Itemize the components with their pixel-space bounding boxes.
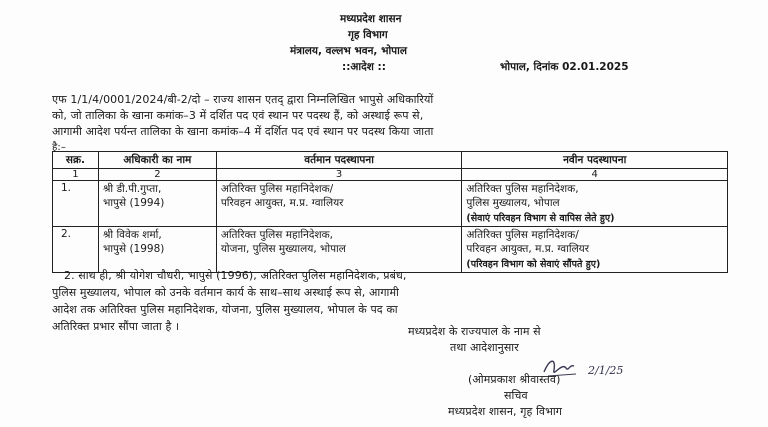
- current-posting-cell: [216, 227, 462, 273]
- serial-number: 2.: [53, 227, 99, 273]
- column-number: 2: [98, 169, 216, 181]
- current-posting-line: परिवहन आयुक्त, म.प्र. ग्वालियर: [220, 197, 344, 209]
- table-row: [53, 227, 728, 273]
- order-date: भोपाल, दिनांक 02.01.2025: [500, 61, 629, 73]
- column-number: 4: [462, 169, 728, 181]
- current-posting-line: अतिरिक्त पुलिस महानिदेशक/: [220, 183, 334, 195]
- signatory-name: (ओमप्रकाश श्रीवास्तव): [468, 373, 561, 386]
- new-posting-line: पुलिस मुख्यालय, भोपाल: [466, 197, 560, 209]
- officer-name: श्री डी.पी.गुप्ता,: [102, 183, 162, 195]
- new-posting-note: (परिवहन विभाग को सेवाएं सौंपते हुए): [466, 259, 601, 270]
- current-posting-line: अतिरिक्त पुलिस महानिदेशक,: [220, 229, 333, 241]
- officer-name: श्री विवेक शर्मा,: [102, 229, 162, 241]
- table-header-row: [53, 152, 728, 169]
- para1-line2: को, जो तालिका के खाना कमांक–3 में दर्शित पद एवं स्थान पर पदस्थ हैं, को अस्थाई रूप से,: [52, 109, 424, 122]
- table-column-number-row: [53, 169, 728, 181]
- new-posting-note: (सेवाएं परिवहन विभाग से वापिस लेते हुए): [466, 213, 615, 224]
- para2-line4: अतिरिक्त प्रभार सौंपा जाता है ।: [52, 320, 180, 333]
- header-address: मंत्रालय, वल्लभ भवन, भोपाल: [290, 45, 407, 57]
- posting-table: [52, 151, 728, 273]
- signatory-designation: सचिव: [504, 389, 528, 402]
- header-department: गृह विभाग: [348, 29, 388, 41]
- para2-line1: 2. साथ ही, श्री योगेश चौधरी, भापुसे (1996), अतिरिक्त पुलिस महानिदेशक, प्रबंध,: [64, 269, 407, 282]
- para2-line3: आदेश तक अतिरिक्त पुलिस महानिदेशक, योजना, पुलिस मुख्यालय, भोपाल के पद का: [52, 303, 398, 316]
- officer-batch: भापुसे (1994): [102, 197, 165, 209]
- header-current-posting: वर्तमान पदस्थापना: [216, 152, 462, 169]
- para1-line1: एफ 1/1/4/0001/2024/बी-2/दो – राज्य शासन एतद् द्वारा निम्नलिखित भापुसे अधिकारियों: [52, 93, 434, 106]
- para1-line3: आगामी आदेश पर्यन्त तालिका के खाना कमांक–4 में दर्शित पद एवं स्थान पर पदस्थ किया जाता: [52, 125, 434, 138]
- signature-order-line: तथा आदेशानुसार: [450, 341, 519, 354]
- new-posting-line: अतिरिक्त पुलिस महानिदेशक/: [466, 229, 579, 241]
- table-row: [53, 181, 728, 227]
- officer-batch: भापुसे (1998): [102, 243, 165, 255]
- new-posting-cell: [462, 227, 728, 273]
- column-number: 1: [53, 169, 99, 181]
- current-posting-line: योजना, पुलिस मुख्यालय, भोपाल: [220, 243, 346, 255]
- header-serial: सक्र.: [53, 152, 99, 169]
- column-number: 3: [216, 169, 462, 181]
- serial-number: 1.: [53, 181, 99, 227]
- para2-line2: पुलिस मुख्यालय, भोपाल को उनके वर्तमान कार्य के साथ–साथ अस्थाई रूप से, आगामी: [52, 286, 399, 299]
- current-posting-cell: [216, 181, 462, 227]
- signature-authority-line: मध्यप्रदेश के राज्यपाल के नाम से: [408, 325, 541, 338]
- header-officer-name: अधिकारी का नाम: [98, 152, 216, 169]
- new-posting-cell: [462, 181, 728, 227]
- header-new-posting: नवीन पदस्थापना: [462, 152, 728, 169]
- new-posting-line: परिवहन आयुक्त, म.प्र. ग्वालियर: [466, 243, 590, 255]
- para1-line4: है:–: [52, 142, 66, 153]
- header-order-title: ::आदेश ::: [342, 61, 386, 73]
- header-government: मध्यप्रदेश शासन: [340, 13, 402, 25]
- signature-date: 2/1/25: [588, 364, 624, 377]
- officer-name-cell: [98, 181, 216, 227]
- signatory-department: मध्यप्रदेश शासन, गृह विभाग: [448, 405, 563, 418]
- new-posting-line: अतिरिक्त पुलिस महानिदेशक,: [466, 183, 579, 195]
- officer-name-cell: [98, 227, 216, 273]
